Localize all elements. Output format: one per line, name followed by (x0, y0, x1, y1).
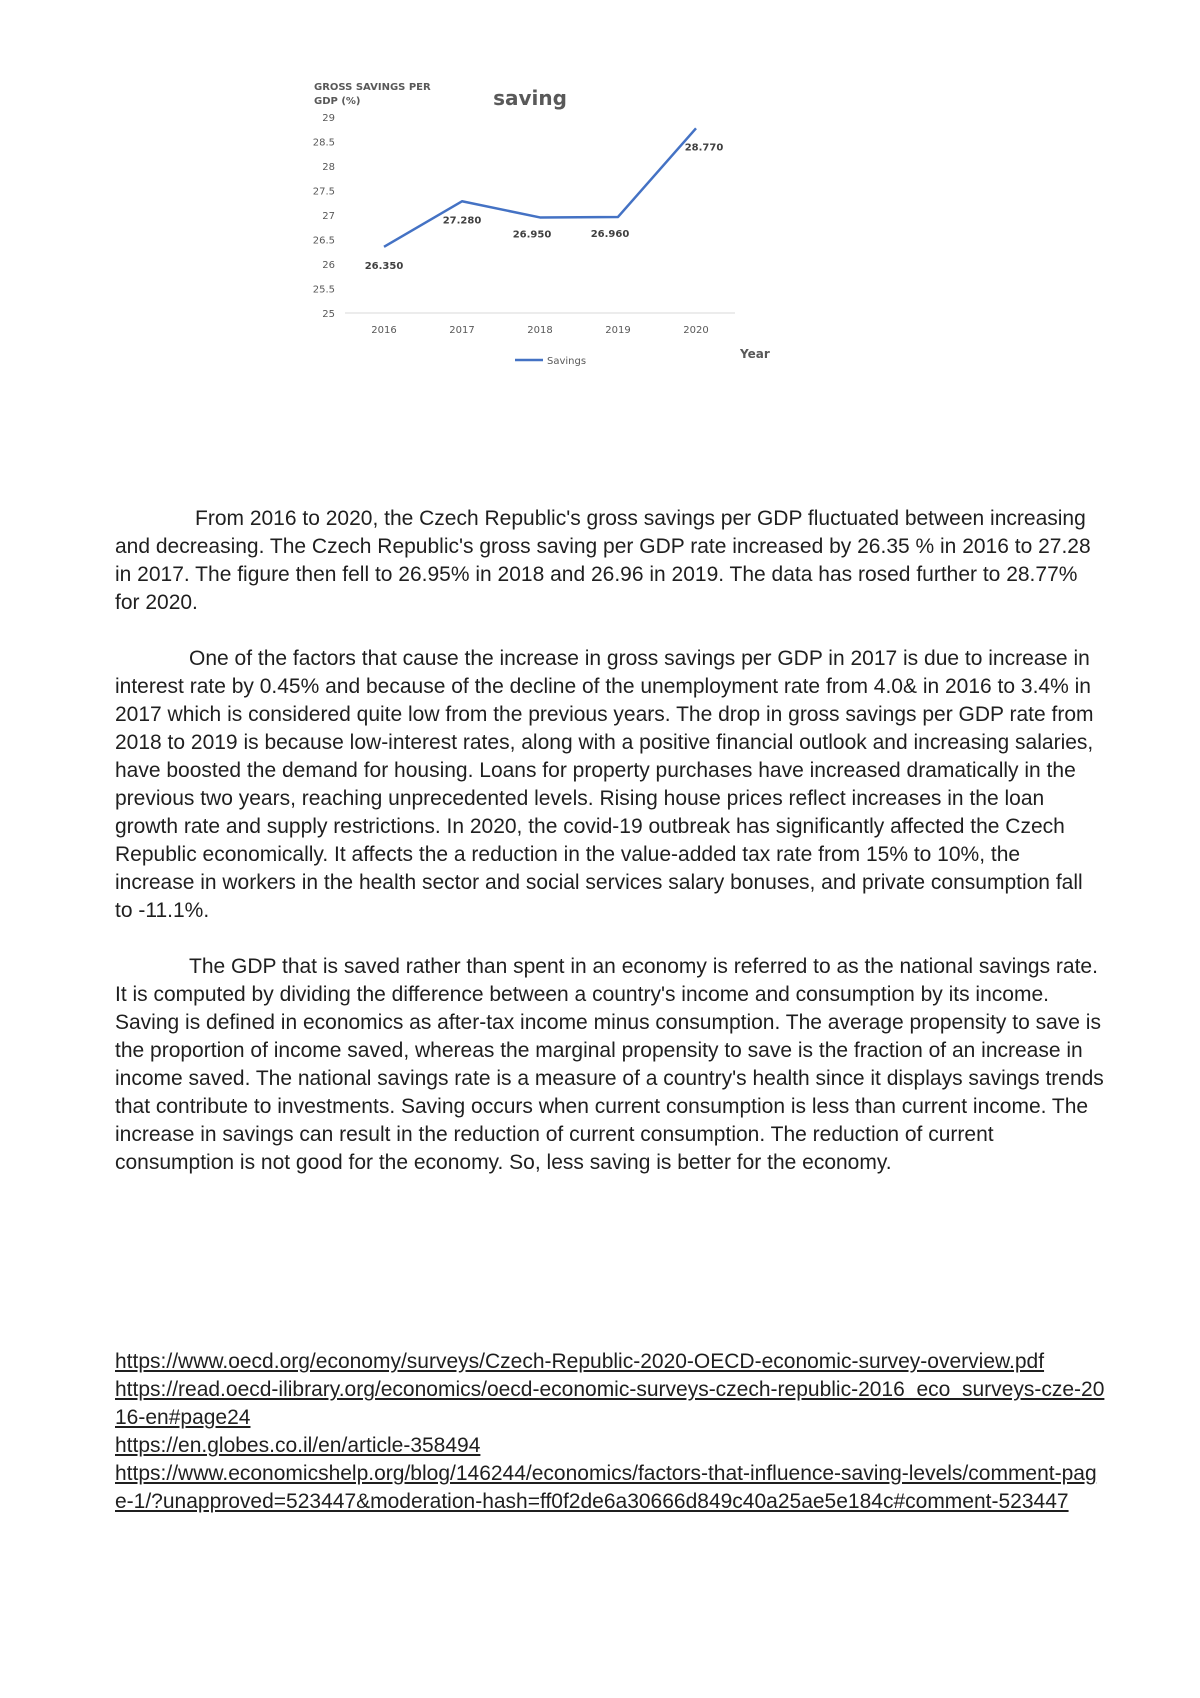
y-tick-label: 25.5 (312, 284, 335, 296)
paragraph-2: One of the factors that cause the increase in gross savings per GDP in 2017 is due to increase in interest rate by 0.45% and because of the decline of the unemployment rate from 4.0& in 2016 to 3.4% in 2017 which is considered quite low from the previous years. The drop in gross savings per GDP rate from 2018 to 2019 is because low-interest rates, along with a positive financial outlook and increasing salaries, have boosted the demand for housing. Loans for property purchases have increased dramatically in the previous two years, reaching unprecedented levels. Rising house prices reflect increases in the loan growth rate and supply restrictions. In 2020, the covid-19 outbreak has significantly affected the Czech Republic economically. It affects the a reduction in the value-added tax rate from 15% to 10%, the increase in workers in the health sector and social services salary bonuses, and private consumption fall to -11.1%. (115, 647, 1094, 922)
x-tick-label: 2018 (527, 325, 553, 336)
y-tick-label: 25 (322, 309, 335, 320)
references-list (115, 1348, 1105, 1516)
y-tick-label: 27.5 (312, 186, 335, 198)
data-label: 26.350 (364, 260, 404, 272)
paragraph-1: From 2016 to 2020, the Czech Republic's gross savings per GDP fluctuated between increasing and decreasing. The Czech Republic's gross saving per GDP rate increased by 26.35 % in 2016 to 27.28 in 2017. The figure then fell to 26.95% in 2018 and 26.96 in 2019. The data has rosed further to 28.77% for 2020. (115, 507, 1091, 614)
y-tick-label: 26.5 (312, 235, 335, 247)
legend-label-savings: Savings (547, 356, 587, 367)
x-tick-label: 2017 (449, 325, 475, 336)
reference-link-4[interactable]: https://www.economicshelp.org/blog/146244/economics/factors-that-influence-saving-levels/comment-page-1/?unapproved=523447&moderation-hash=ff0f2de6a30666d849c40a25ae5e184c#comment-523447 (115, 1462, 1097, 1513)
data-label: 26.960 (590, 228, 630, 240)
x-tick-label: 2020 (683, 325, 709, 336)
data-label: 28.770 (684, 142, 724, 154)
y-axis-ticks (313, 113, 335, 320)
series-group (365, 128, 724, 272)
data-label: 26.950 (512, 229, 552, 241)
chart-legend (515, 356, 586, 367)
reference-link-3[interactable]: https://en.globes.co.il/en/article-358494 (115, 1434, 481, 1457)
chart-ylabel-line-2: GDP (%) (314, 96, 361, 107)
y-tick-label: 27 (322, 211, 335, 222)
chart-title: saving (493, 86, 567, 110)
savings-line-chart (300, 70, 860, 410)
y-tick-label: 26 (322, 260, 335, 271)
paragraph-3: The GDP that is saved rather than spent in an economy is referred to as the national savings rate. It is computed by dividing the difference between a country's income and consumption by its income. Saving is defined in economics as after-tax income minus consumption. The average propensity to save is the proportion of income saved, whereas the marginal propensity to save is the fraction of an increase in income saved. The national savings rate is a measure of a country's health since it displays savings trends that contribute to investments. Saving occurs when current consumption is less than current income. The increase in savings can result in the reduction of current consumption. The reduction of current consumption is not good for the economy. So, less saving is better for the economy. (115, 955, 1104, 1174)
x-tick-label: 2019 (605, 325, 631, 336)
y-tick-label: 28 (322, 162, 335, 173)
chart-ylabel-line-1: GROSS SAVINGS PER (314, 82, 431, 93)
y-tick-label: 29 (322, 113, 335, 124)
data-label: 27.280 (442, 215, 482, 227)
reference-link-2[interactable]: https://read.oecd-ilibrary.org/economics/oecd-economic-surveys-czech-republic-2016_eco_surveys-cze-2016-en#page24 (115, 1378, 1105, 1429)
document-body (115, 505, 1105, 1205)
x-axis-ticks (371, 325, 708, 336)
reference-link-1[interactable]: https://www.oecd.org/economy/surveys/Czech-Republic-2020-OECD-economic-survey-overview.pdf (115, 1350, 1045, 1373)
savings-chart (300, 70, 860, 410)
chart-xlabel: Year (740, 347, 770, 361)
y-tick-label: 28.5 (312, 137, 335, 149)
x-tick-label: 2016 (371, 325, 397, 336)
